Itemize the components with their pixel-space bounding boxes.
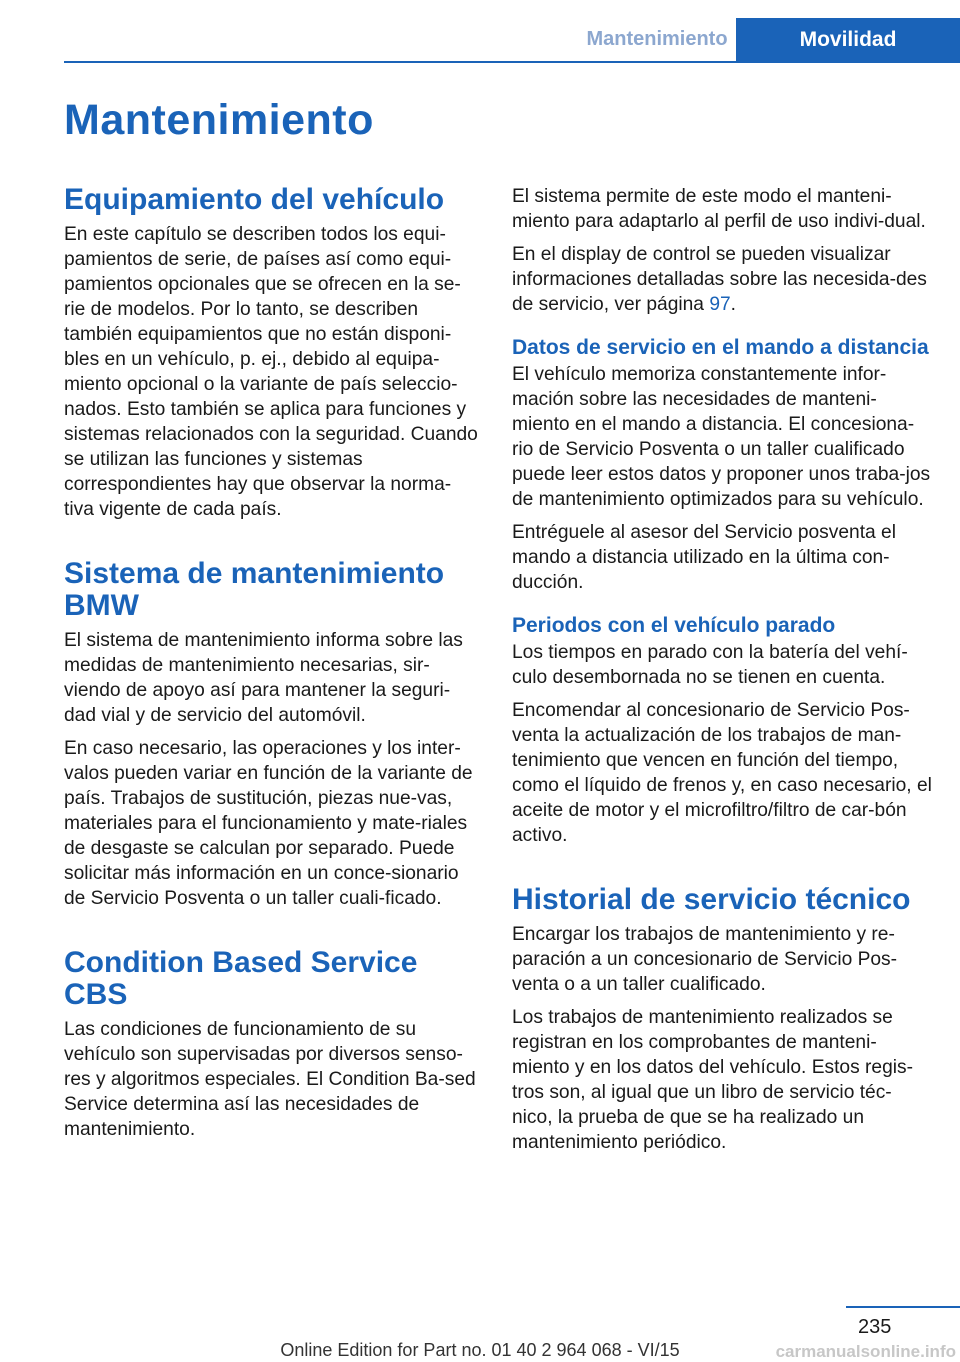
right-column [512,184,932,1163]
paragraph-parked-1: Los tiempos en parado con la batería del vehí‐culo desembornada no se tienen en cuenta. [512,642,908,688]
paragraph-cbs: Las condiciones de funcionamiento de su vehículo son supervisadas por diversos senso‐res y algoritmos especiales. El Condition Ba‐sed Service determina así las necesidades de mantenimiento. [64,1019,476,1140]
paragraph-maintenance-info: El sistema de mantenimiento informa sobre las medidas de mantenimiento necesarias, sir‐viendo de apoyo así para mantener la seguri‐dad vial y de servicio del automóvil. [64,630,463,726]
heading-vehicle-equipment: Equipamiento del vehículo [64,183,445,216]
heading-cbs: Condition Based Service CBS [64,946,418,1011]
page-link-97[interactable]: 97 [709,294,731,315]
footer-edition: Online Edition for Part no. 01 40 2 964 068 - VI/15 [280,1340,680,1360]
page-header [0,0,960,62]
paragraph-remote-2: Entréguele al asesor del Servicio posventa el mando a distancia utilizado en la última con‐ducción. [512,522,896,593]
left-column [64,184,480,1150]
page-number-rule [846,1306,960,1308]
heading-service-history: Historial de servicio técnico [512,883,911,916]
heading-remote-data: Datos de servicio en el mando a distancia [512,336,929,359]
header-section-label: Mantenimiento [586,28,728,50]
watermark: carmanualsonline.info [775,1342,956,1361]
heading-bmw-maintenance-system: Sistema de mantenimiento BMW [64,557,445,622]
heading-parked-periods: Periodos con el vehículo parado [512,614,836,637]
paragraph-parked-2: Encomendar al concesionario de Servicio Pos‐venta la actualización de los trabajos de man‐tenimiento que vencen en función del tiempo, como el líquido de frenos y, en caso necesario, el aceite de motor y el microfiltro/filtro de car‐bón activo. [512,700,932,846]
paragraph-history-1: Encargar los trabajos de mantenimiento y re‐paración a un concesionario de Servicio Pos‐venta o a un taller cualificado. [512,924,898,995]
header-chapter-tab: Movilidad [736,18,960,62]
page-number: 235 [858,1316,892,1338]
paragraph-profile: El sistema permite de este modo el manteni‐miento para adaptarlo al perfil de uso indivi‐dual. [512,186,926,232]
paragraph-display: En el display de control se pueden visualizar informaciones detalladas sobre las necesida‐des de servicio, ver página 97. [512,244,927,315]
paragraph-history-2: Los trabajos de mantenimiento realizados se registran en los comprobantes de manteni‐miento y en los datos del vehículo. Estos regis‐tros son, al igual que un libro de servicio téc‐nico, la prueba de que se ha realizado un mantenimiento periódico. [512,1007,914,1153]
paragraph-equipment: En este capítulo se describen todos los equi‐pamientos de serie, de países así como equi‐pamientos opcionales que se ofrecen en la se‐rie de modelos. Por lo tanto, se describen también equipamientos que no están disponi‐bles en un vehículo, p. ej., debido al equipa‐miento opcional o la variante de país seleccio‐nados. Esto también se aplica para funciones y sistemas relacionados con la seguridad. Cuando se utilizan las funciones y sistemas correspondientes hay que observar la norma‐tiva vigente de cada país. [64,224,478,520]
paragraph-maintenance-intervals: En caso necesario, las operaciones y los inter‐valos pueden variar en función de la variante de país. Trabajos de sustitución, piezas nue‐vas, materiales para el funcionamiento y mate‐riales de desgaste se calculan por separado. Puede solicitar más información en un conce‐sionario de Servicio Posventa o un taller cuali‐ficado. [64,738,473,909]
header-rule [64,61,960,63]
page-title: Mantenimiento [64,96,374,144]
paragraph-remote-1: El vehículo memoriza constantemente infor‐mación sobre las necesidades de manteni‐miento en el mando a distancia. El concesiona‐rio de Servicio Posventa o un taller cualificado puede leer estos datos y proponer unos traba‐jos de mantenimiento optimizados para su vehículo. [512,364,931,510]
